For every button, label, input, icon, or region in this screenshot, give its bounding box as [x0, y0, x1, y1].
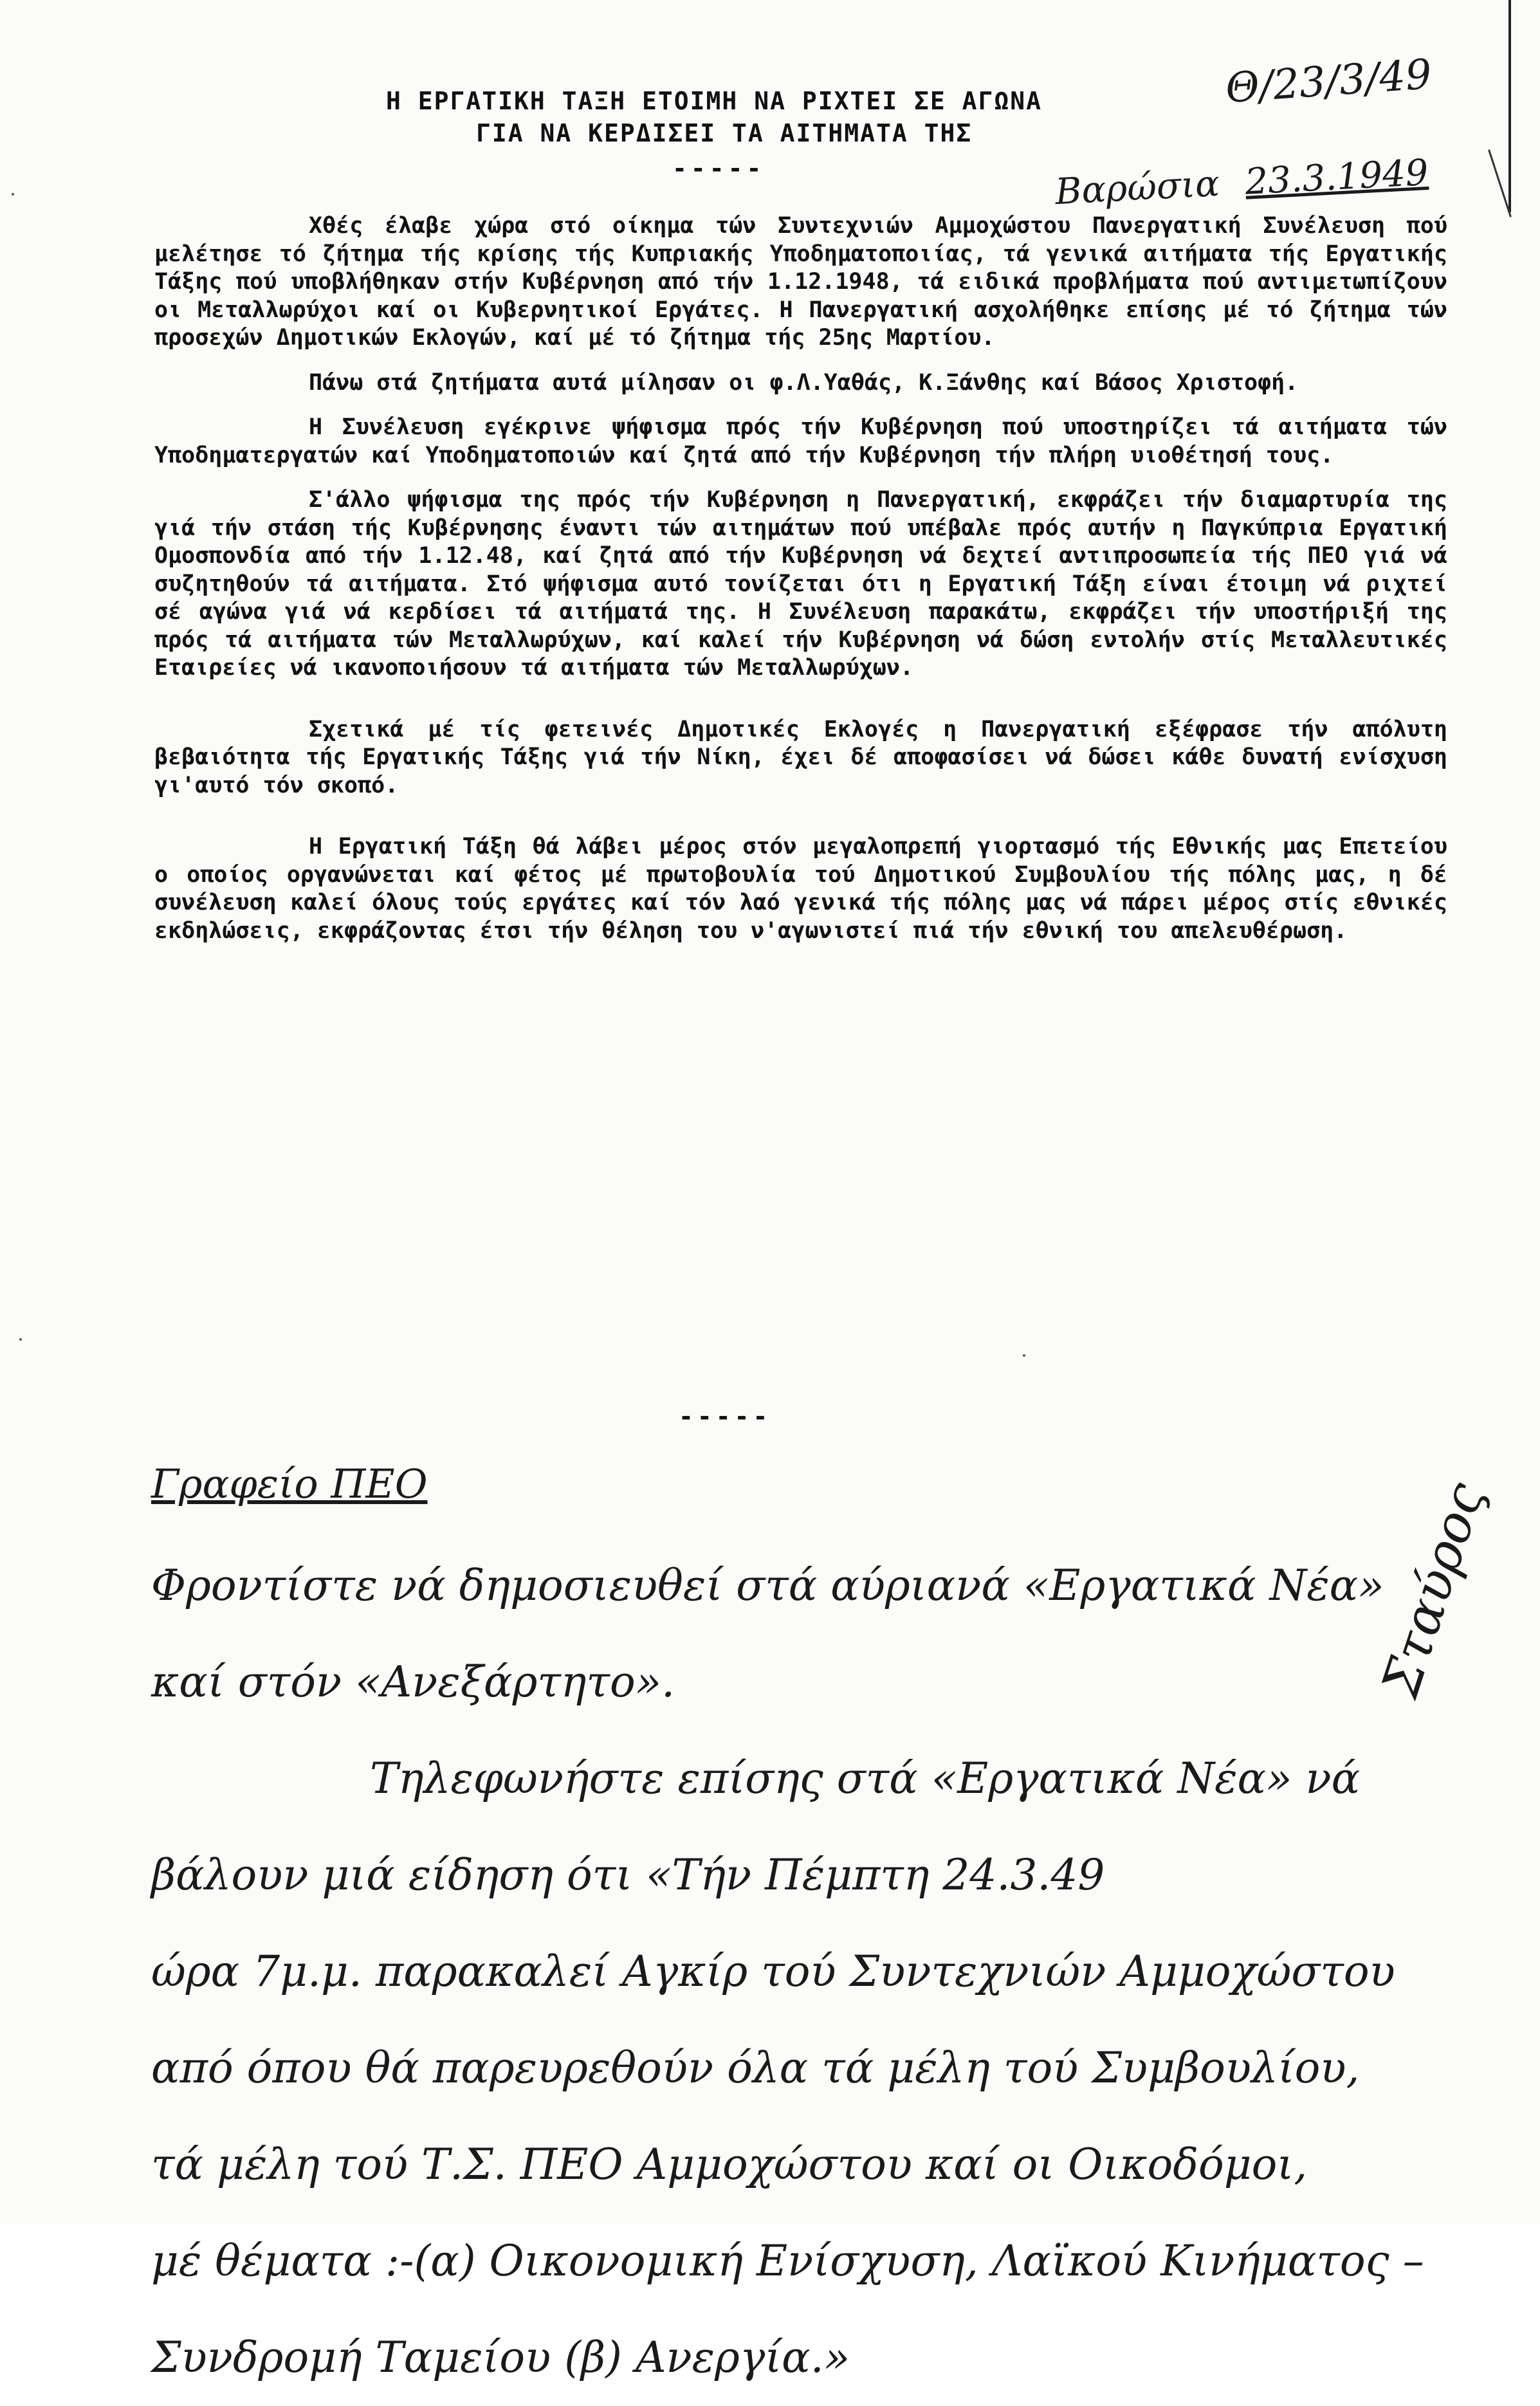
handwritten-heading: Γραφείο ΠΕΟ [151, 1460, 428, 1507]
margin-line [1508, 0, 1511, 212]
body-paragraph: Χθές έλαβε χώρα στό οίκημα τών Συντεχνιών Αμμοχώστου Πανεργατική Συνέλευση πού μελέτησε τό ζήτημα τής κρίσης τής Κυπριακής Υποδηματοποιίας, τά γενικά αιτήματα τής Εργατικής Τάξης πού υποβλήθηκαν στήν Κυβέρνηση από τήν 1.12.1948, τά ειδικά προβλήματα πού αντιμετωπίζουν οι Μεταλλωρύχοι καί οι Κυβερνητικοί Εργάτες. Η Πανεργατική ασχολήθηκε επίσης μέ τό ζήτημα τών προσεχών Δημοτικών Εκλογών, καί μέ τό ζήτημα τής 25ης Μαρτίου. [154, 213, 1447, 351]
handwritten-line: μέ θέματα :-(α) Οικονομική Ενίσχυση, Λαϊκού Κινήματος – Συνδρομή Ταμείου (β) Ανεργία.» [151, 2236, 1424, 2382]
scan-speckle [19, 1338, 22, 1341]
handwritten-line: τά μέλη τού Τ.Σ. ΠΕΟ Αμμοχώστου καί οι Οικοδόμοι, [151, 2140, 1308, 2189]
handwritten-line: από όπου θά παρευρεθούν όλα τά μέλη τού Συμβουλίου, [151, 2043, 1360, 2093]
typed-body [154, 212, 1447, 962]
date-annotation: 23.3.1949 [1243, 151, 1429, 203]
place-date-annotation [1054, 151, 1455, 213]
reference-annotation: Θ/23/3/49 [1224, 50, 1433, 113]
scan-speckle [1023, 1354, 1025, 1357]
body-paragraph: Πάνω στά ζητήματα αυτά μίλησαν οι φ.Λ.Υαθάς, Κ.Ξάνθης καί Βάσος Χριστοφή. [309, 369, 1299, 396]
closing-separator: ----- [679, 1402, 772, 1431]
body-paragraph: Σχετικά μέ τίς φετεινές Δημοτικές Εκλογές η Πανεργατική εξέφρασε τήν απόλυτη βεβαιότητα τής Εργατικής Τάξης γιά τήν Νίκη, έχει δέ αποφασίσει νά δώσει κάθε δυνατή ενίσχυση γι'αυτό τόν σκοπό. [154, 716, 1447, 798]
handwritten-line: βάλουν μιά είδηση ότι «Τήν Πέμπτη 24.3.49 [151, 1850, 1105, 1900]
document-title-line-2: ΓΙΑ ΝΑ ΚΕΡΔΙΣΕΙ ΤΑ ΑΙΤΗΜΑΤΑ ΤΗΣ [476, 119, 973, 147]
title-separator: ----- [672, 154, 765, 183]
body-paragraph: Η Συνέλευση εγέκρινε ψήφισμα πρός τήν Κυβέρνηση πού υποστηρίζει τά αιτήματα τών Υποδηματεργατών καί Υποδηματοποιών καί ζητά από τήν Κυβέρνηση τήν πλήρη υιοθέτησή τους. [154, 414, 1447, 468]
body-paragraph: Σ'άλλο ψήφισμα της πρός τήν Κυβέρνηση η Πανεργατική, εκφράζει τήν διαμαρτυρία της γιά τήν στάση τής Κυβέρνησης έναντι τών αιτημάτων πού υπέβαλε πρός αυτήν η Παγκύπρια Εργατική Ομοσπονδία από τήν 1.12.48, καί ζητά από τήν Κυβέρνηση νά δεχτεί αντιπροσωπεία τής ΠΕΟ γιά νά συζητηθούν τά αιτήματα. Στό ψήφισμα αυτό τονίζεται ότι η Εργατική Τάξη είναι έτοιμη νά ριχτεί σέ αγώνα γιά νά κερδίσει τά αιτήματά της. Η Συνέλευση παρακάτω, εκφράζει τήν υποστήριξή της πρός τά αιτήματα τών Μεταλλωρύχων, καί καλεί τήν Κυβέρνηση νά δώση εντολήν στίς Μεταλλευτικές Εταιρείες νά ικανοποιήσουν τά αιτήματα τών Μεταλλωρύχων. [154, 487, 1447, 681]
handwritten-line: Τηλεφωνήστε επίσης στά «Εργατικά Νέα» νά [370, 1754, 1361, 1803]
handwritten-signature: Σταύρος [1370, 1475, 1496, 1704]
handwritten-note [151, 1538, 1463, 2406]
body-paragraph: Η Εργατική Τάξη θά λάβει μέρος στόν μεγαλοπρεπή γιορτασμό τής Εθνικής μας Επετείου ο οποίος οργανώνεται καί φέτος μέ πρωτοβουλία τού Δημοτικού Συμβουλίου τής πόλης μας, η δέ συνέλευση καλεί όλους τούς εργάτες καί τόν λαό γενικά τής πόλης μας νά πάρει μέρος στίς εθνικές εκδηλώσεις, εκφράζοντας έτσι τήν θέληση του ν'αγωνιστεί πιά τήν εθνική του απελευθέρωση. [154, 834, 1447, 944]
handwritten-line: καί στόν «Ανεξάρτητο». [151, 1657, 675, 1707]
handwritten-line: Φροντίστε νά δημοσιευθεί στά αύριανά «Εργατικά Νέα» [151, 1561, 1384, 1610]
handwritten-line: ώρα 7μ.μ. παρακαλεί Αγκίρ τού Συντεχνιών Αμμοχώστου [151, 1947, 1395, 1996]
scan-speckle [12, 193, 14, 196]
document-title-line-1: Η ΕΡΓΑΤΙΚΗ ΤΑΞΗ ΕΤΟΙΜΗ ΝΑ ΡΙΧΤΕΙ ΣΕ ΑΓΩΝΑ [386, 87, 1042, 115]
place-annotation: Βαρώσια [1054, 162, 1221, 214]
